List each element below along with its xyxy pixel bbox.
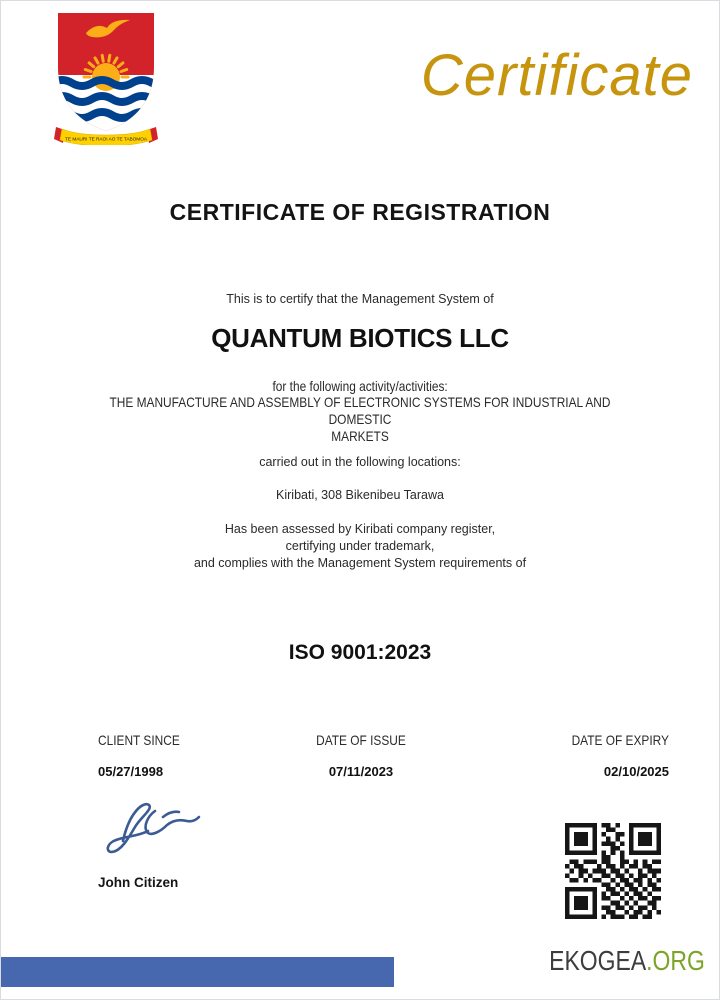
ocean-waves — [52, 80, 166, 118]
brand-name: EKOGEA — [549, 945, 647, 976]
client-since-value: 05/27/1998 — [98, 764, 164, 779]
signature — [93, 793, 213, 861]
qr-code — [565, 823, 661, 919]
date-of-expiry-column — [469, 732, 669, 779]
date-of-expiry-label: DATE OF EXPIRY — [571, 732, 669, 748]
locations-label: carried out in the following locations: — [259, 455, 461, 469]
activity-label: for the following activity/activities: — [272, 378, 448, 394]
footer-bar — [1, 957, 394, 987]
activity-line: DOMESTIC — [328, 411, 392, 427]
company-name: QUANTUM BIOTICS LLC — [211, 323, 509, 353]
certificate-script-title: Certificate — [420, 43, 693, 108]
date-of-issue-label: DATE OF ISSUE — [316, 732, 406, 748]
assessment-statement — [1, 521, 719, 572]
date-of-expiry-value: 02/10/2025 — [603, 764, 669, 779]
intro-text: This is to certify that the Management System of — [226, 292, 494, 306]
standard-code: ISO 9001:2023 — [288, 641, 432, 664]
activity-line: THE MANUFACTURE AND ASSEMBLY OF ELECTRONIC SYSTEMS FOR INDUSTRIAL AND — [109, 394, 611, 410]
client-since-label: CLIENT SINCE — [98, 732, 180, 748]
brand-logo — [549, 945, 705, 977]
assessed-line: certifying under trademark, — [285, 539, 435, 553]
kiribati-coat-of-arms — [46, 9, 166, 145]
motto-text: TE MAURI TE RAOI AO TE TABOMOA — [65, 136, 148, 142]
assessed-line: and complies with the Management System requirements of — [193, 556, 527, 570]
brand-tld: .ORG — [646, 945, 705, 976]
activity-description — [1, 394, 719, 445]
activity-line: MARKETS — [331, 428, 389, 444]
date-of-issue-value: 07/11/2023 — [328, 764, 394, 779]
certificate-heading: CERTIFICATE OF REGISTRATION — [169, 199, 551, 225]
date-of-issue-column — [261, 732, 461, 779]
signer-name: John Citizen — [98, 875, 179, 890]
assessed-line: Has been assessed by Kiribati company register, — [224, 522, 496, 536]
location-text: Kiribati, 308 Bikenibeu Tarawa — [276, 488, 444, 502]
